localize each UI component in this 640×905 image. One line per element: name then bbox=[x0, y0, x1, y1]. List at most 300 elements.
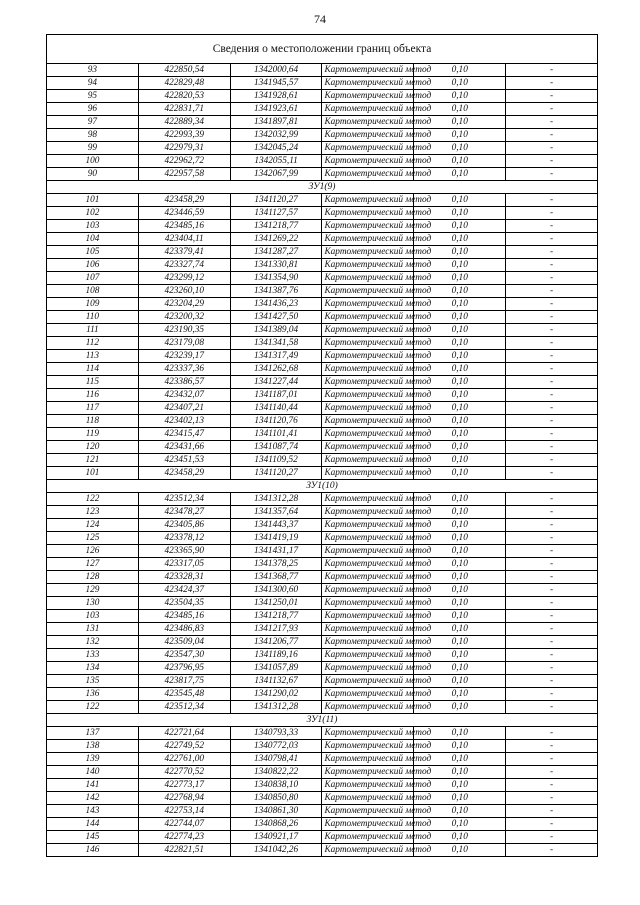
x-coordinate-cell: 423327,74 bbox=[138, 259, 230, 272]
accuracy-cell: 0,10 bbox=[414, 506, 506, 519]
y-coordinate-cell: 1341357,64 bbox=[230, 506, 322, 519]
description-cell: - bbox=[506, 571, 598, 584]
x-coordinate-cell: 423478,27 bbox=[138, 506, 230, 519]
table-row bbox=[47, 792, 598, 805]
method-cell: Картометрический метод bbox=[322, 766, 414, 779]
description-cell: - bbox=[506, 376, 598, 389]
description-cell: - bbox=[506, 454, 598, 467]
table-row bbox=[47, 623, 598, 636]
section-label: ЗУ1(11) bbox=[47, 714, 598, 727]
point-number-cell: 146 bbox=[47, 844, 139, 857]
x-coordinate-cell: 422889,34 bbox=[138, 116, 230, 129]
y-coordinate-cell: 1341217,93 bbox=[230, 623, 322, 636]
description-cell: - bbox=[506, 662, 598, 675]
point-number-cell: 139 bbox=[47, 753, 139, 766]
point-number-cell: 136 bbox=[47, 688, 139, 701]
description-cell: - bbox=[506, 649, 598, 662]
table-row bbox=[47, 363, 598, 376]
table-row bbox=[47, 285, 598, 298]
method-cell: Картометрический метод bbox=[322, 363, 414, 376]
point-number-cell: 125 bbox=[47, 532, 139, 545]
x-coordinate-cell: 423200,32 bbox=[138, 311, 230, 324]
point-number-cell: 94 bbox=[47, 77, 139, 90]
y-coordinate-cell: 1341120,27 bbox=[230, 194, 322, 207]
description-cell: - bbox=[506, 584, 598, 597]
method-cell: Картометрический метод bbox=[322, 662, 414, 675]
accuracy-cell: 0,10 bbox=[414, 519, 506, 532]
method-cell: Картометрический метод bbox=[322, 376, 414, 389]
table-row bbox=[47, 467, 598, 480]
y-coordinate-cell: 1341109,52 bbox=[230, 454, 322, 467]
point-number-cell: 123 bbox=[47, 506, 139, 519]
y-coordinate-cell: 1341206,77 bbox=[230, 636, 322, 649]
point-number-cell: 98 bbox=[47, 129, 139, 142]
description-cell: - bbox=[506, 558, 598, 571]
point-number-cell: 114 bbox=[47, 363, 139, 376]
accuracy-cell: 0,10 bbox=[414, 155, 506, 168]
description-cell: - bbox=[506, 272, 598, 285]
y-coordinate-cell: 1341897,81 bbox=[230, 116, 322, 129]
y-coordinate-cell: 1341330,81 bbox=[230, 259, 322, 272]
description-cell: - bbox=[506, 285, 598, 298]
method-cell: Картометрический метод bbox=[322, 64, 414, 77]
accuracy-cell: 0,10 bbox=[414, 311, 506, 324]
accuracy-cell: 0,10 bbox=[414, 428, 506, 441]
point-number-cell: 132 bbox=[47, 636, 139, 649]
description-cell: - bbox=[506, 545, 598, 558]
x-coordinate-cell: 422850,54 bbox=[138, 64, 230, 77]
description-cell: - bbox=[506, 779, 598, 792]
y-coordinate-cell: 1341218,77 bbox=[230, 220, 322, 233]
y-coordinate-cell: 1341140,44 bbox=[230, 402, 322, 415]
y-coordinate-cell: 1340793,33 bbox=[230, 727, 322, 740]
accuracy-cell: 0,10 bbox=[414, 389, 506, 402]
description-cell: - bbox=[506, 168, 598, 181]
point-number-cell: 110 bbox=[47, 311, 139, 324]
table-row bbox=[47, 701, 598, 714]
x-coordinate-cell: 423337,36 bbox=[138, 363, 230, 376]
table-row bbox=[47, 545, 598, 558]
accuracy-cell: 0,10 bbox=[414, 727, 506, 740]
x-coordinate-cell: 423239,17 bbox=[138, 350, 230, 363]
table-row bbox=[47, 675, 598, 688]
y-coordinate-cell: 1341419,19 bbox=[230, 532, 322, 545]
table-row bbox=[47, 441, 598, 454]
section-header-row bbox=[47, 480, 598, 493]
accuracy-cell: 0,10 bbox=[414, 636, 506, 649]
accuracy-cell: 0,10 bbox=[414, 688, 506, 701]
method-cell: Картометрический метод bbox=[322, 545, 414, 558]
method-cell: Картометрический метод bbox=[322, 233, 414, 246]
method-cell: Картометрический метод bbox=[322, 636, 414, 649]
accuracy-cell: 0,10 bbox=[414, 402, 506, 415]
x-coordinate-cell: 423509,04 bbox=[138, 636, 230, 649]
accuracy-cell: 0,10 bbox=[414, 740, 506, 753]
method-cell: Картометрический метод bbox=[322, 389, 414, 402]
method-cell: Картометрический метод bbox=[322, 272, 414, 285]
table-row bbox=[47, 337, 598, 350]
method-cell: Картометрический метод bbox=[322, 441, 414, 454]
x-coordinate-cell: 423299,12 bbox=[138, 272, 230, 285]
point-number-cell: 133 bbox=[47, 649, 139, 662]
y-coordinate-cell: 1341262,68 bbox=[230, 363, 322, 376]
x-coordinate-cell: 423504,35 bbox=[138, 597, 230, 610]
accuracy-cell: 0,10 bbox=[414, 285, 506, 298]
y-coordinate-cell: 1341042,26 bbox=[230, 844, 322, 857]
method-cell: Картометрический метод bbox=[322, 805, 414, 818]
method-cell: Картометрический метод bbox=[322, 844, 414, 857]
point-number-cell: 144 bbox=[47, 818, 139, 831]
description-cell: - bbox=[506, 233, 598, 246]
x-coordinate-cell: 423547,30 bbox=[138, 649, 230, 662]
y-coordinate-cell: 1341189,16 bbox=[230, 649, 322, 662]
x-coordinate-cell: 423424,37 bbox=[138, 584, 230, 597]
method-cell: Картометрический метод bbox=[322, 90, 414, 103]
accuracy-cell: 0,10 bbox=[414, 532, 506, 545]
accuracy-cell: 0,10 bbox=[414, 675, 506, 688]
accuracy-cell: 0,10 bbox=[414, 337, 506, 350]
table-row bbox=[47, 207, 598, 220]
method-cell: Картометрический метод bbox=[322, 727, 414, 740]
description-cell: - bbox=[506, 155, 598, 168]
x-coordinate-cell: 423204,29 bbox=[138, 298, 230, 311]
accuracy-cell: 0,10 bbox=[414, 441, 506, 454]
y-coordinate-cell: 1341427,50 bbox=[230, 311, 322, 324]
table-row bbox=[47, 272, 598, 285]
description-cell: - bbox=[506, 350, 598, 363]
table-row bbox=[47, 246, 598, 259]
y-coordinate-cell: 1341218,77 bbox=[230, 610, 322, 623]
table-row bbox=[47, 259, 598, 272]
accuracy-cell: 0,10 bbox=[414, 129, 506, 142]
accuracy-cell: 0,10 bbox=[414, 298, 506, 311]
x-coordinate-cell: 422774,23 bbox=[138, 831, 230, 844]
x-coordinate-cell: 422979,31 bbox=[138, 142, 230, 155]
point-number-cell: 106 bbox=[47, 259, 139, 272]
y-coordinate-cell: 1341101,41 bbox=[230, 428, 322, 441]
point-number-cell: 142 bbox=[47, 792, 139, 805]
table-row bbox=[47, 571, 598, 584]
accuracy-cell: 0,10 bbox=[414, 246, 506, 259]
x-coordinate-cell: 423431,66 bbox=[138, 441, 230, 454]
method-cell: Картометрический метод bbox=[322, 701, 414, 714]
table-row bbox=[47, 519, 598, 532]
description-cell: - bbox=[506, 610, 598, 623]
table-row bbox=[47, 428, 598, 441]
point-number-cell: 104 bbox=[47, 233, 139, 246]
method-cell: Картометрический метод bbox=[322, 558, 414, 571]
y-coordinate-cell: 1342055,11 bbox=[230, 155, 322, 168]
x-coordinate-cell: 423179,08 bbox=[138, 337, 230, 350]
section-label: ЗУ1(10) bbox=[47, 480, 598, 493]
x-coordinate-cell: 422993,39 bbox=[138, 129, 230, 142]
description-cell: - bbox=[506, 311, 598, 324]
section-label: ЗУ1(9) bbox=[47, 181, 598, 194]
x-coordinate-cell: 423458,29 bbox=[138, 467, 230, 480]
x-coordinate-cell: 423378,12 bbox=[138, 532, 230, 545]
y-coordinate-cell: 1341312,28 bbox=[230, 493, 322, 506]
method-cell: Картометрический метод bbox=[322, 493, 414, 506]
method-cell: Картометрический метод bbox=[322, 116, 414, 129]
accuracy-cell: 0,10 bbox=[414, 792, 506, 805]
x-coordinate-cell: 422773,17 bbox=[138, 779, 230, 792]
x-coordinate-cell: 423512,34 bbox=[138, 701, 230, 714]
description-cell: - bbox=[506, 636, 598, 649]
y-coordinate-cell: 1341127,57 bbox=[230, 207, 322, 220]
x-coordinate-cell: 423415,47 bbox=[138, 428, 230, 441]
y-coordinate-cell: 1341227,44 bbox=[230, 376, 322, 389]
point-number-cell: 101 bbox=[47, 467, 139, 480]
table-title-row bbox=[47, 35, 598, 64]
y-coordinate-cell: 1341187,01 bbox=[230, 389, 322, 402]
x-coordinate-cell: 423317,05 bbox=[138, 558, 230, 571]
description-cell: - bbox=[506, 103, 598, 116]
description-cell: - bbox=[506, 688, 598, 701]
table-row bbox=[47, 103, 598, 116]
x-coordinate-cell: 423260,10 bbox=[138, 285, 230, 298]
point-number-cell: 95 bbox=[47, 90, 139, 103]
accuracy-cell: 0,10 bbox=[414, 558, 506, 571]
table-row bbox=[47, 610, 598, 623]
table-row bbox=[47, 844, 598, 857]
y-coordinate-cell: 1340921,17 bbox=[230, 831, 322, 844]
table-row bbox=[47, 389, 598, 402]
description-cell: - bbox=[506, 90, 598, 103]
description-cell: - bbox=[506, 597, 598, 610]
accuracy-cell: 0,10 bbox=[414, 597, 506, 610]
x-coordinate-cell: 423545,48 bbox=[138, 688, 230, 701]
table-row bbox=[47, 506, 598, 519]
table-row bbox=[47, 415, 598, 428]
point-number-cell: 115 bbox=[47, 376, 139, 389]
method-cell: Картометрический метод bbox=[322, 298, 414, 311]
table-row bbox=[47, 376, 598, 389]
accuracy-cell: 0,10 bbox=[414, 649, 506, 662]
accuracy-cell: 0,10 bbox=[414, 233, 506, 246]
table-row bbox=[47, 142, 598, 155]
method-cell: Картометрический метод bbox=[322, 220, 414, 233]
table-row bbox=[47, 779, 598, 792]
method-cell: Картометрический метод bbox=[322, 610, 414, 623]
x-coordinate-cell: 422821,51 bbox=[138, 844, 230, 857]
table-row bbox=[47, 116, 598, 129]
point-number-cell: 129 bbox=[47, 584, 139, 597]
point-number-cell: 111 bbox=[47, 324, 139, 337]
accuracy-cell: 0,10 bbox=[414, 584, 506, 597]
x-coordinate-cell: 422761,00 bbox=[138, 753, 230, 766]
point-number-cell: 107 bbox=[47, 272, 139, 285]
accuracy-cell: 0,10 bbox=[414, 64, 506, 77]
y-coordinate-cell: 1340822,22 bbox=[230, 766, 322, 779]
description-cell: - bbox=[506, 805, 598, 818]
point-number-cell: 134 bbox=[47, 662, 139, 675]
y-coordinate-cell: 1341431,17 bbox=[230, 545, 322, 558]
table-row bbox=[47, 818, 598, 831]
y-coordinate-cell: 1341312,28 bbox=[230, 701, 322, 714]
table-row bbox=[47, 350, 598, 363]
description-cell: - bbox=[506, 298, 598, 311]
description-cell: - bbox=[506, 818, 598, 831]
description-cell: - bbox=[506, 740, 598, 753]
table-row bbox=[47, 753, 598, 766]
x-coordinate-cell: 423386,57 bbox=[138, 376, 230, 389]
description-cell: - bbox=[506, 220, 598, 233]
method-cell: Картометрический метод bbox=[322, 623, 414, 636]
method-cell: Картометрический метод bbox=[322, 597, 414, 610]
point-number-cell: 128 bbox=[47, 571, 139, 584]
y-coordinate-cell: 1340850,80 bbox=[230, 792, 322, 805]
table-row bbox=[47, 155, 598, 168]
x-coordinate-cell: 422768,94 bbox=[138, 792, 230, 805]
y-coordinate-cell: 1341120,27 bbox=[230, 467, 322, 480]
accuracy-cell: 0,10 bbox=[414, 194, 506, 207]
method-cell: Картометрический метод bbox=[322, 753, 414, 766]
table-row bbox=[47, 740, 598, 753]
point-number-cell: 138 bbox=[47, 740, 139, 753]
section-header-row bbox=[47, 714, 598, 727]
accuracy-cell: 0,10 bbox=[414, 766, 506, 779]
section-header-row bbox=[47, 181, 598, 194]
table-row bbox=[47, 688, 598, 701]
point-number-cell: 118 bbox=[47, 415, 139, 428]
table-row bbox=[47, 766, 598, 779]
y-coordinate-cell: 1342045,24 bbox=[230, 142, 322, 155]
x-coordinate-cell: 423365,90 bbox=[138, 545, 230, 558]
description-cell: - bbox=[506, 116, 598, 129]
y-coordinate-cell: 1340798,41 bbox=[230, 753, 322, 766]
method-cell: Картометрический метод bbox=[322, 649, 414, 662]
y-coordinate-cell: 1341387,76 bbox=[230, 285, 322, 298]
y-coordinate-cell: 1341389,04 bbox=[230, 324, 322, 337]
table-row bbox=[47, 64, 598, 77]
method-cell: Картометрический метод bbox=[322, 675, 414, 688]
y-coordinate-cell: 1341378,25 bbox=[230, 558, 322, 571]
x-coordinate-cell: 423404,11 bbox=[138, 233, 230, 246]
point-number-cell: 140 bbox=[47, 766, 139, 779]
point-number-cell: 127 bbox=[47, 558, 139, 571]
accuracy-cell: 0,10 bbox=[414, 207, 506, 220]
y-coordinate-cell: 1341057,89 bbox=[230, 662, 322, 675]
x-coordinate-cell: 422744,07 bbox=[138, 818, 230, 831]
description-cell: - bbox=[506, 532, 598, 545]
table-row bbox=[47, 194, 598, 207]
table-row bbox=[47, 805, 598, 818]
x-coordinate-cell: 423796,95 bbox=[138, 662, 230, 675]
table-row bbox=[47, 220, 598, 233]
method-cell: Картометрический метод bbox=[322, 285, 414, 298]
method-cell: Картометрический метод bbox=[322, 103, 414, 116]
x-coordinate-cell: 422753,14 bbox=[138, 805, 230, 818]
table-row bbox=[47, 129, 598, 142]
accuracy-cell: 0,10 bbox=[414, 493, 506, 506]
method-cell: Картометрический метод bbox=[322, 77, 414, 90]
point-number-cell: 120 bbox=[47, 441, 139, 454]
table-row bbox=[47, 402, 598, 415]
description-cell: - bbox=[506, 402, 598, 415]
accuracy-cell: 0,10 bbox=[414, 701, 506, 714]
description-cell: - bbox=[506, 467, 598, 480]
x-coordinate-cell: 423190,35 bbox=[138, 324, 230, 337]
accuracy-cell: 0,10 bbox=[414, 545, 506, 558]
table-row bbox=[47, 233, 598, 246]
point-number-cell: 101 bbox=[47, 194, 139, 207]
y-coordinate-cell: 1340772,03 bbox=[230, 740, 322, 753]
point-number-cell: 93 bbox=[47, 64, 139, 77]
table-row bbox=[47, 532, 598, 545]
accuracy-cell: 0,10 bbox=[414, 571, 506, 584]
y-coordinate-cell: 1340861,30 bbox=[230, 805, 322, 818]
y-coordinate-cell: 1341436,23 bbox=[230, 298, 322, 311]
y-coordinate-cell: 1340838,10 bbox=[230, 779, 322, 792]
accuracy-cell: 0,10 bbox=[414, 376, 506, 389]
point-number-cell: 135 bbox=[47, 675, 139, 688]
method-cell: Картометрический метод bbox=[322, 831, 414, 844]
x-coordinate-cell: 422721,64 bbox=[138, 727, 230, 740]
method-cell: Картометрический метод bbox=[322, 207, 414, 220]
accuracy-cell: 0,10 bbox=[414, 779, 506, 792]
point-number-cell: 102 bbox=[47, 207, 139, 220]
method-cell: Картометрический метод bbox=[322, 584, 414, 597]
description-cell: - bbox=[506, 727, 598, 740]
x-coordinate-cell: 423446,59 bbox=[138, 207, 230, 220]
accuracy-cell: 0,10 bbox=[414, 259, 506, 272]
method-cell: Картометрический метод bbox=[322, 506, 414, 519]
point-number-cell: 90 bbox=[47, 168, 139, 181]
table-row bbox=[47, 727, 598, 740]
y-coordinate-cell: 1341287,27 bbox=[230, 246, 322, 259]
accuracy-cell: 0,10 bbox=[414, 753, 506, 766]
y-coordinate-cell: 1341120,76 bbox=[230, 415, 322, 428]
x-coordinate-cell: 422829,48 bbox=[138, 77, 230, 90]
x-coordinate-cell: 423451,53 bbox=[138, 454, 230, 467]
x-coordinate-cell: 423817,75 bbox=[138, 675, 230, 688]
method-cell: Картометрический метод bbox=[322, 571, 414, 584]
x-coordinate-cell: 423432,07 bbox=[138, 389, 230, 402]
x-coordinate-cell: 422749,52 bbox=[138, 740, 230, 753]
x-coordinate-cell: 423512,34 bbox=[138, 493, 230, 506]
description-cell: - bbox=[506, 337, 598, 350]
table-row bbox=[47, 493, 598, 506]
description-cell: - bbox=[506, 77, 598, 90]
accuracy-cell: 0,10 bbox=[414, 168, 506, 181]
point-number-cell: 145 bbox=[47, 831, 139, 844]
point-number-cell: 130 bbox=[47, 597, 139, 610]
page-number: 74 bbox=[314, 12, 326, 26]
point-number-cell: 122 bbox=[47, 493, 139, 506]
point-number-cell: 105 bbox=[47, 246, 139, 259]
point-number-cell: 116 bbox=[47, 389, 139, 402]
y-coordinate-cell: 1341341,58 bbox=[230, 337, 322, 350]
accuracy-cell: 0,10 bbox=[414, 324, 506, 337]
table-body bbox=[47, 35, 598, 857]
description-cell: - bbox=[506, 363, 598, 376]
accuracy-cell: 0,10 bbox=[414, 831, 506, 844]
accuracy-cell: 0,10 bbox=[414, 90, 506, 103]
y-coordinate-cell: 1342032,99 bbox=[230, 129, 322, 142]
table-row bbox=[47, 77, 598, 90]
table-row bbox=[47, 311, 598, 324]
method-cell: Картометрический метод bbox=[322, 246, 414, 259]
point-number-cell: 109 bbox=[47, 298, 139, 311]
point-number-cell: 103 bbox=[47, 610, 139, 623]
point-number-cell: 122 bbox=[47, 701, 139, 714]
table-title: Сведения о местоположении границ объекта bbox=[47, 35, 598, 64]
method-cell: Картометрический метод bbox=[322, 324, 414, 337]
description-cell: - bbox=[506, 753, 598, 766]
description-cell: - bbox=[506, 792, 598, 805]
accuracy-cell: 0,10 bbox=[414, 415, 506, 428]
point-number-cell: 112 bbox=[47, 337, 139, 350]
